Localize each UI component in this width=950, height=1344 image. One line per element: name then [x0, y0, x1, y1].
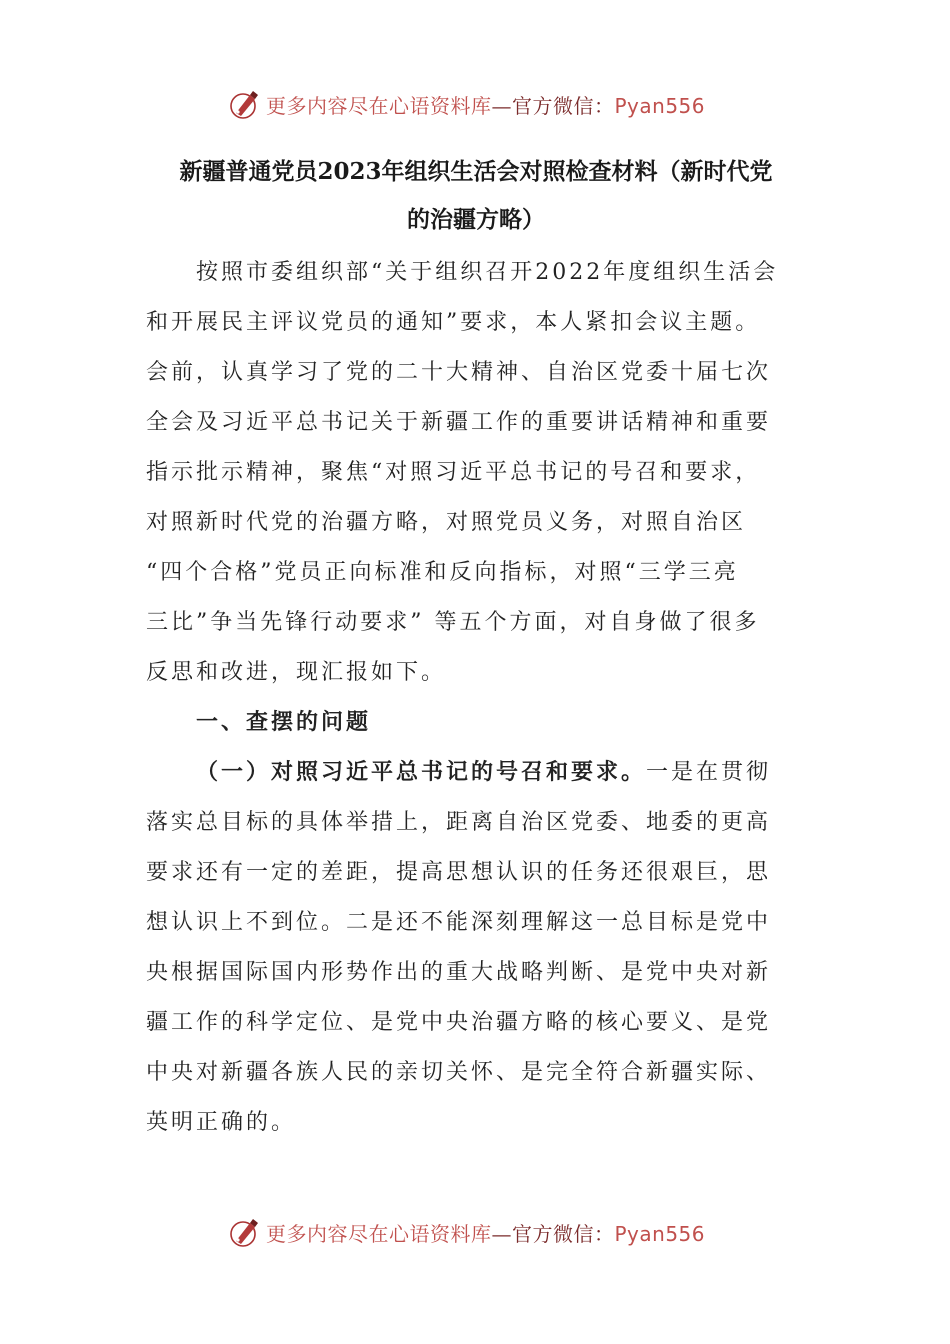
intro-line: “四个合格”党员正向标准和反向指标，对照“三学三亮 [146, 560, 739, 585]
intro-line: 三比”争当先锋行动要求” 等五个方面，对自身做了很多 [146, 610, 760, 635]
header-banner [228, 84, 728, 124]
document-title-line-1: 新疆普通党员2023年组织生活会对照检查材料（新时代党 [179, 158, 773, 185]
pen-nib-icon [228, 1215, 262, 1249]
subsection-heading: （一）对照习近平总书记的号召和要求。 [196, 759, 647, 785]
banner-text [266, 1218, 705, 1247]
body-line: 疆工作的科学定位、是党中央治疆方略的核心要义、是党 [146, 1010, 772, 1035]
intro-line: 对照新时代党的治疆方略，对照党员义务，对照自治区 [146, 510, 747, 535]
banner-site-name: 更多内容尽在心语资料库 [266, 1221, 492, 1246]
banner-dash: — [491, 93, 512, 118]
banner-wechat-label: 官方微信： [512, 93, 615, 118]
banner-wechat-label: 官方微信： [512, 1221, 615, 1246]
intro-line: 指示批示精神，聚焦“对照习近平总书记的号召和要求， [146, 460, 761, 485]
banner-text [266, 90, 705, 119]
banner-site-name: 更多内容尽在心语资料库 [266, 93, 492, 118]
intro-line: 全会及习近平总书记关于新疆工作的重要讲话精神和重要 [146, 410, 772, 435]
body-line: 要求还有一定的差距，提高思想认识的任务还很艰巨，思 [146, 860, 772, 885]
body-line: 中央对新疆各族人民的亲切关怀、是完全符合新疆实际、 [146, 1060, 772, 1085]
intro-line: 和开展民主评议党员的通知”要求，本人紧扣会议主题。 [146, 310, 761, 335]
footer-banner [228, 1212, 728, 1252]
banner-wechat-id: Pyan556 [614, 1221, 706, 1246]
intro-line: 按照市委组织部“关于组织召开2022年度组织生活会 [196, 260, 779, 285]
banner-dash: — [491, 1221, 512, 1246]
subsection-first-line [196, 755, 771, 786]
document-title-line-2: 的治疆方略） [407, 206, 545, 233]
subsection-first-text: 一是在贯彻 [646, 760, 772, 785]
body-line: 落实总目标的具体举措上，距离自治区党委、地委的更高 [146, 810, 772, 835]
section-heading: 一、查摆的问题 [196, 709, 372, 735]
body-line: 想认识上不到位。二是还不能深刻理解这一总目标是党中 [146, 910, 772, 935]
body-line: 央根据国际国内形势作出的重大战略判断、是党中央对新 [146, 960, 772, 985]
banner-wechat-id: Pyan556 [614, 93, 706, 118]
body-line: 英明正确的。 [146, 1110, 297, 1135]
intro-line: 反思和改进，现汇报如下。 [146, 660, 447, 685]
pen-nib-icon [228, 87, 262, 121]
intro-line: 会前，认真学习了党的二十大精神、自治区党委十届七次 [146, 360, 772, 385]
